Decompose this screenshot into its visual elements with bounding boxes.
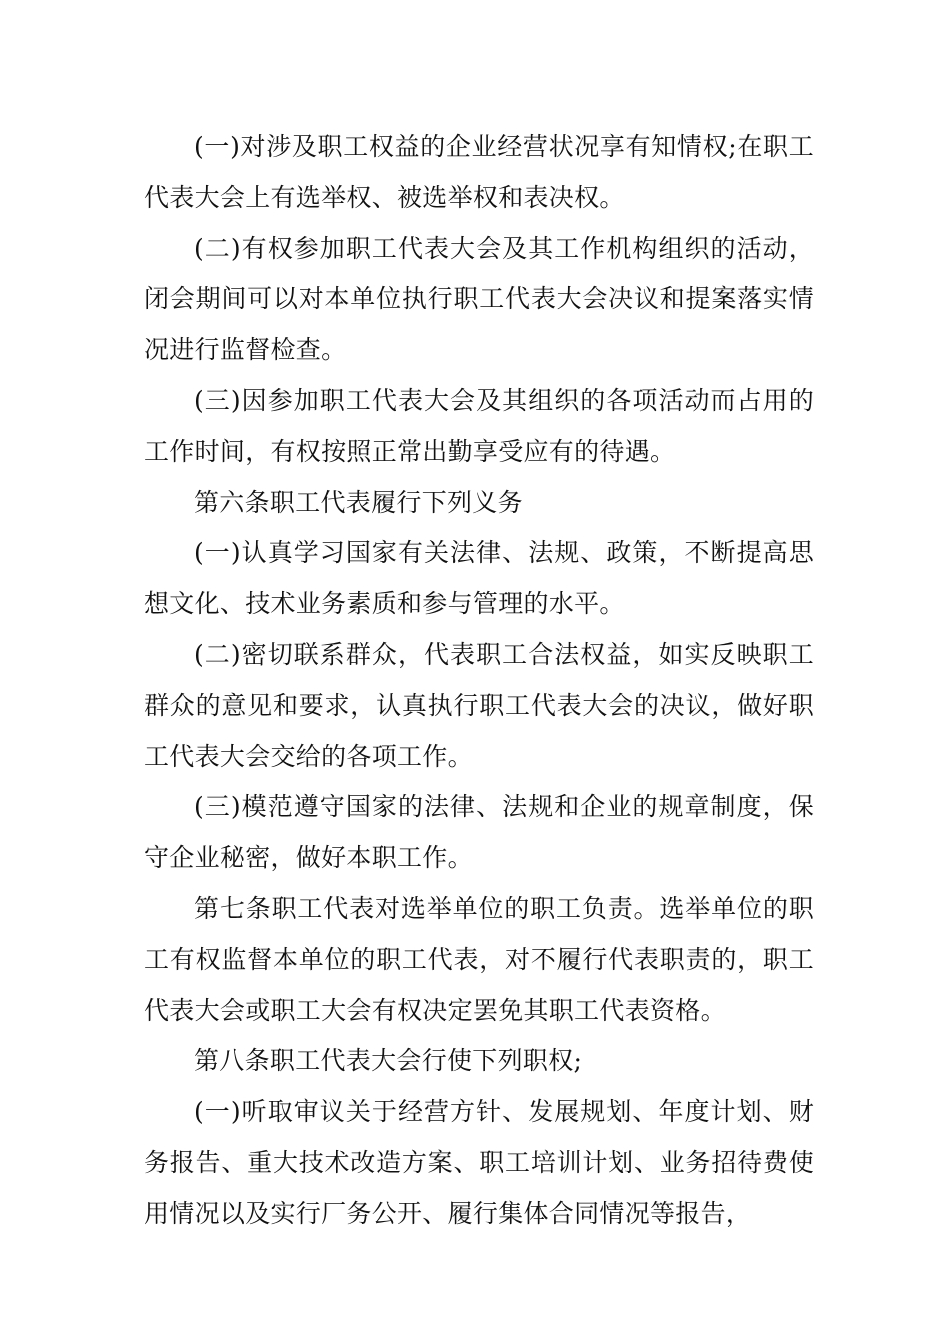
paragraph-duty-1: (一)认真学习国家有关法律、法规、政策，不断提高思想文化、技术业务素质和参与管理的水平。 [144,538,814,619]
article-8-heading: 第八条职工代表大会行使下列职权; [194,1046,583,1076]
paragraph-duty-2: (二)密切联系群众，代表职工合法权益，如实反映职工群众的意见和要求，认真执行职工代表大会的决议，做好职工代表大会交给的各项工作。 [144,639,814,771]
document-body [144,122,814,1240]
article-6-heading: 第六条职工代表履行下列义务 [194,487,523,517]
paragraph-right-2: (二)有权参加职工代表大会及其工作机构组织的活动，闭会期间可以对本单位执行职工代表大会决议和提案落实情况进行监督检查。 [144,233,814,365]
paragraph-power-1: (一)听取审议关于经营方针、发展规划、年度计划、财务报告、重大技术改造方案、职工培训计划、业务招待费使用情况以及实行厂务公开、履行集体合同情况等报告， [144,1097,814,1228]
paragraph-right-1: (一)对涉及职工权益的企业经营状况享有知情权;在职工代表大会上有选举权、被选举权和表决权。 [144,132,814,212]
paragraph-duty-3: (三)模范遵守国家的法律、法规和企业的规章制度，保守企业秘密，做好本职工作。 [144,792,814,873]
paragraph-right-3: (三)因参加职工代表大会及其组织的各项活动而占用的工作时间，有权按照正常出勤享受应有的待遇。 [144,385,814,466]
article-7-paragraph: 第七条职工代表对选举单位的职工负责。选举单位的职工有权监督本单位的职工代表，对不履行代表职责的，职工代表大会或职工大会有权决定罢免其职工代表资格。 [144,893,814,1025]
